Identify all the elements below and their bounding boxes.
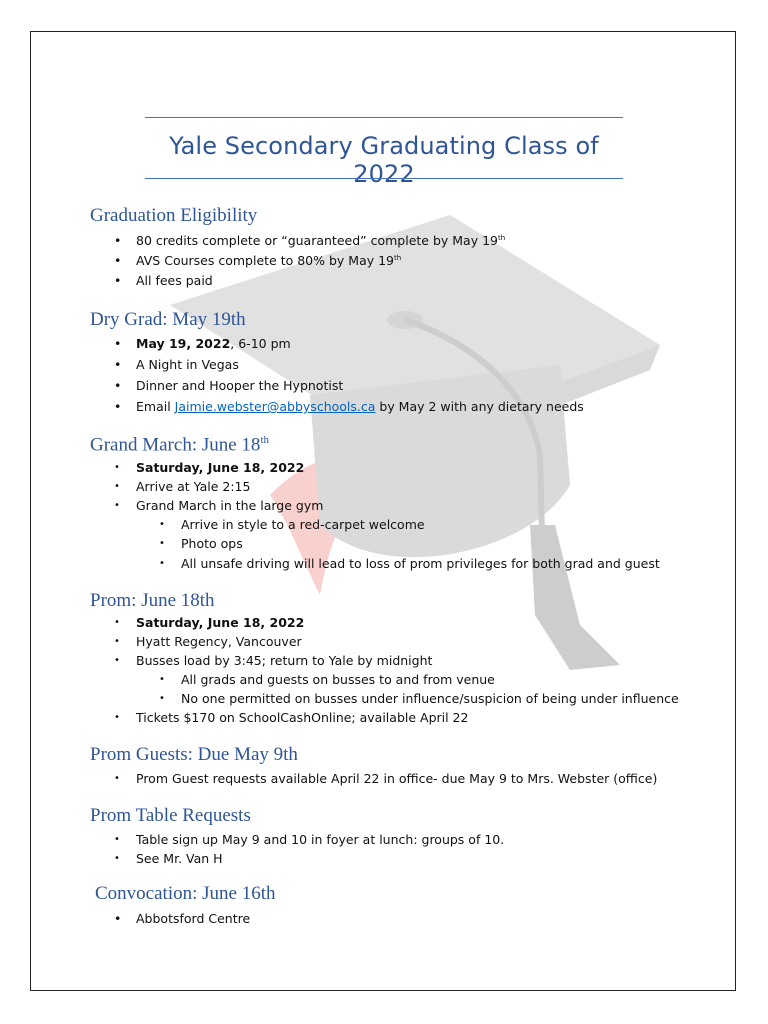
bullet-icon: • <box>114 655 120 666</box>
section-heading-prom-table: Prom Table Requests <box>90 805 251 826</box>
sub-list-item: • All unsafe driving will lead to loss of prom privileges for both grad and guest <box>159 556 660 571</box>
bullet-icon: • <box>114 273 122 288</box>
bullet-icon: • <box>114 911 122 926</box>
bullet-icon: • <box>114 357 122 372</box>
section-heading-convocation: Convocation: June 16th <box>95 883 276 904</box>
bullet-icon: • <box>159 674 165 685</box>
bullet-icon: • <box>159 693 165 704</box>
list-item: • Table sign up May 9 and 10 in foyer at lunch: groups of 10. <box>114 832 505 847</box>
list-item: • Saturday, June 18, 2022 <box>114 460 305 475</box>
bullet-icon: • <box>114 617 120 628</box>
list-item: • May 19, 2022, 6-10 pm <box>114 336 291 351</box>
bullet-icon: • <box>159 519 165 530</box>
section-heading-prom: Prom: June 18th <box>90 590 215 611</box>
sub-list-item: • Photo ops <box>159 536 243 551</box>
bullet-icon: • <box>159 538 165 549</box>
bullet-icon: • <box>114 336 122 351</box>
list-item: • Dinner and Hooper the Hypnotist <box>114 378 344 393</box>
sub-list-item: • Arrive in style to a red-carpet welcome <box>159 517 425 532</box>
bullet-icon: • <box>159 558 165 569</box>
list-item: • 80 credits complete or “guaranteed” complete by May 19th <box>114 233 506 248</box>
bullet-icon: • <box>114 773 120 784</box>
list-item: • See Mr. Van H <box>114 851 223 866</box>
section-heading-prom-guests: Prom Guests: Due May 9th <box>90 744 298 765</box>
list-item: • Prom Guest requests available April 22 in office- due May 9 to Mrs. Webster (office) <box>114 771 658 786</box>
list-item: • All fees paid <box>114 273 213 288</box>
email-link[interactable]: Jaimie.webster@abbyschools.ca <box>174 399 376 414</box>
list-item: • Hyatt Regency, Vancouver <box>114 634 302 649</box>
list-item: • Grand March in the large gym <box>114 498 324 513</box>
bullet-icon: • <box>114 853 120 864</box>
title-rule-bottom <box>145 178 623 179</box>
list-item: • Saturday, June 18, 2022 <box>114 615 305 630</box>
section-heading-eligibility: Graduation Eligibility <box>90 205 258 226</box>
bullet-icon: • <box>114 233 122 248</box>
title-rule-top <box>145 117 623 118</box>
bullet-icon: • <box>114 253 122 268</box>
sub-list-item: • No one permitted on busses under influence/suspicion of being under influence <box>159 691 679 706</box>
list-item: • Arrive at Yale 2:15 <box>114 479 251 494</box>
bullet-icon: • <box>114 399 122 414</box>
bullet-icon: • <box>114 834 120 845</box>
bullet-icon: • <box>114 378 122 393</box>
list-item: • AVS Courses complete to 80% by May 19th <box>114 253 402 268</box>
page-title: Yale Secondary Graduating Class of 2022 <box>169 132 599 188</box>
bullet-icon: • <box>114 481 120 492</box>
list-item: • Abbotsford Centre <box>114 911 251 926</box>
sub-list-item: • All grads and guests on busses to and from venue <box>159 672 495 687</box>
bullet-icon: • <box>114 712 120 723</box>
section-heading-dry-grad: Dry Grad: May 19th <box>90 309 246 330</box>
list-item: • Busses load by 3:45; return to Yale by midnight <box>114 653 433 668</box>
bullet-icon: • <box>114 636 120 647</box>
bullet-icon: • <box>114 500 120 511</box>
bullet-icon: • <box>114 462 120 473</box>
list-item: • Email Jaimie.webster@abbyschools.ca by May 2 with any dietary needs <box>114 399 584 414</box>
section-heading-grand-march: Grand March: June 18th <box>90 434 269 456</box>
list-item: • A Night in Vegas <box>114 357 239 372</box>
list-item: • Tickets $170 on SchoolCashOnline; available April 22 <box>114 710 469 725</box>
